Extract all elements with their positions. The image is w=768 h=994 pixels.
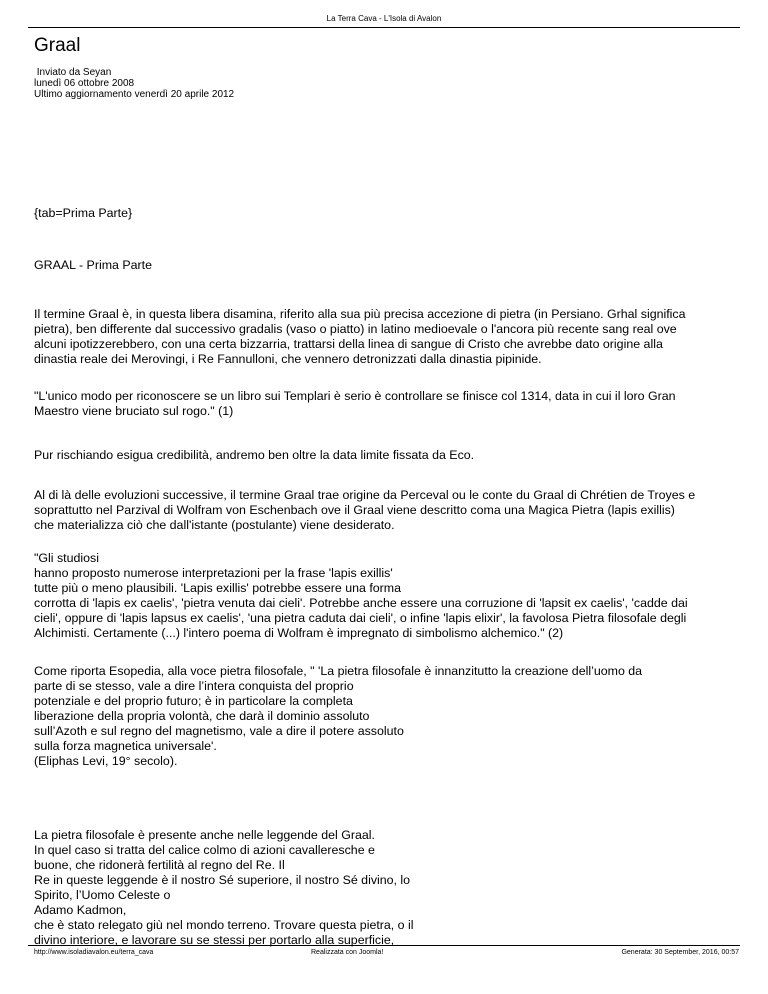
article-paragraph xyxy=(34,551,734,641)
paragraph-line: liberazione della propria volontà, che darà il dominio assoluto xyxy=(34,709,370,723)
paragraph-line: buone, che ridonerà fertilità al regno del Re. Il xyxy=(34,858,285,872)
paragraph-line: GRAAL - Prima Parte xyxy=(34,258,152,272)
paragraph-line: dinastia reale dei Merovingi, i Re Fannulloni, che vennero detronizzati dalla dinastia pipinide. xyxy=(34,352,542,366)
paragraph-line: Maestro viene bruciato sul rogo." (1) xyxy=(34,404,234,418)
article-title: Graal xyxy=(34,35,81,56)
paragraph-line: Al di là delle evoluzioni successive, il termine Graal trae origine da Perceval ou le conte du Graal di Chrétien de Troyes e xyxy=(34,488,696,502)
paragraph-line: cieli', oppure di 'lapis lapsus ex caelis', 'una pietra caduta dai cieli', o infine 'lapis elixir', la favolosa Pietra filosofale degli xyxy=(34,611,687,625)
paragraph-line: corrotta di 'lapis ex caelis', 'pietra venuta dai cieli'. Potrebbe anche essere una corruzione di 'lapsit ex caelis', 'cadde dai xyxy=(34,596,688,610)
paragraph-line: Alchimisti. Certamente (...) l'intero poema di Wolfram è impregnato di simbolismo alchemico." (2) xyxy=(34,626,564,640)
paragraph-line: pietra), ben differente dal successivo gradalis (vaso o piatto) in latino medioevale o l'ancora più recente sang real ove xyxy=(34,322,677,336)
paragraph-line: che è stato relegato giù nel mondo terreno. Trovare questa pietra, o il xyxy=(34,918,414,932)
header-divider xyxy=(28,27,740,28)
paragraph-line: Spirito, l’Uomo Celeste o xyxy=(34,888,171,902)
last-updated: Ultimo aggiornamento venerdì 20 aprile 2012 xyxy=(34,89,235,100)
paragraph-line: sull’Azoth e sul regno del magnetismo, vale a dire il potere assoluto xyxy=(34,724,404,738)
paragraph-line: Pur rischiando esigua credibilità, andremo ben oltre la data limite fissata da Eco. xyxy=(34,448,475,462)
paragraph-line: (Eliphas Levi, 19° secolo). xyxy=(34,754,178,768)
paragraph-line: {tab=Prima Parte} xyxy=(34,206,133,220)
paragraph-line: sulla forza magnetica universale'. xyxy=(34,739,217,753)
footer-divider xyxy=(28,945,740,946)
paragraph-line: soprattutto nel Parzival di Wolfram von Eschenbach ove il Graal viene descritto coma una Magica Pietra (lapis exillis) xyxy=(34,503,675,517)
article-paragraph xyxy=(34,664,734,769)
article-meta xyxy=(34,67,234,100)
footer-generated: Generata: 30 September, 2016, 00:57 xyxy=(621,949,739,956)
paragraph-line: divino interiore, e lavorare su se stessi per portarlo alla superficie, xyxy=(34,933,395,947)
paragraph-line: tutte più o meno plausibili. 'Lapis exillis' potrebbe essere una forma xyxy=(34,581,402,595)
article-paragraph xyxy=(34,307,734,367)
site-header: La Terra Cava - L'Isola di Avalon xyxy=(326,14,442,23)
footer-credit: Realizzata con Joomla! xyxy=(311,949,384,956)
article-paragraph xyxy=(34,258,734,273)
paragraph-line: hanno proposto numerose interpretazioni per la frase 'lapis exillis' xyxy=(34,566,393,580)
article-paragraph xyxy=(34,488,734,533)
paragraph-line: Come riporta Esopedia, alla voce pietra filosofale, " 'La pietra filosofale è innanzitutto la creazione dell’uomo da xyxy=(34,664,643,678)
paragraph-line: "L'unico modo per riconoscere se un libro sui Templari è serio è controllare se finisce col 1314, data in cui il loro Gran xyxy=(34,389,676,403)
paragraph-line: Adamo Kadmon, xyxy=(34,903,127,917)
article-paragraph xyxy=(34,448,734,463)
article-paragraph xyxy=(34,828,734,948)
paragraph-line: parte di se stesso, vale a dire l’intera conquista del proprio xyxy=(34,679,354,693)
paragraph-line: alcuni ipotizzerebbero, con una certa bizzarria, trattarsi della linea di sangue di Cristo che avrebbe dato origine alla xyxy=(34,337,663,351)
publish-date: lunedì 06 ottobre 2008 xyxy=(34,78,135,89)
paragraph-line: "Gli studiosi xyxy=(34,551,99,565)
paragraph-line: potenziale e del proprio futuro; è in particolare la completa xyxy=(34,694,353,708)
paragraph-line: Il termine Graal è, in questa libera disamina, riferito alla sua più precisa accezione di pietra (in Persiano. Grhal significa xyxy=(34,307,686,321)
paragraph-line: In quel caso si tratta del calice colmo di azioni cavalleresche e xyxy=(34,843,375,857)
footer-url: http://www.isoladiavalon.eu/terra_cava xyxy=(34,949,154,956)
paragraph-line: che materializza ciò che dall'istante (postulante) viene desiderato. xyxy=(34,518,395,532)
paragraph-line: La pietra filosofale è presente anche nelle leggende del Graal. xyxy=(34,828,375,842)
author-line: Inviato da Seyan xyxy=(34,67,112,78)
article-paragraph xyxy=(34,389,734,419)
paragraph-line: Re in queste leggende è il nostro Sé superiore, il nostro Sé divino, lo xyxy=(34,873,411,887)
article-paragraph xyxy=(34,206,734,221)
